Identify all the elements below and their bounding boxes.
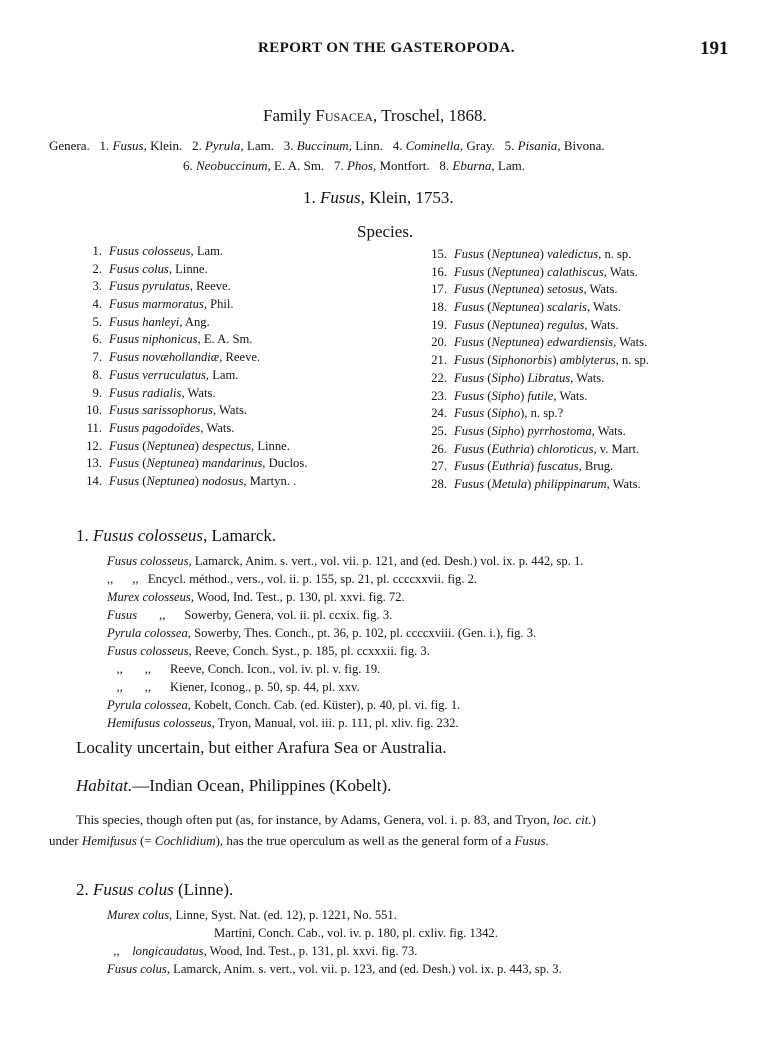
synonym-reference: , Kobelt, Conch. Cab. (ed. Küster), p. 40, pl. vi. fig. 1. — [187, 698, 461, 712]
family-rest: , Troschel, 1868. — [372, 106, 487, 125]
section-heading-fusus-colus: 2. Fusus colus (Linne). — [76, 880, 234, 899]
genera-label: Genera. — [49, 138, 90, 153]
species-authority: , Brug. — [578, 459, 614, 474]
synonym-reference: , Linne, Syst. Nat. (ed. 12), p. 1221, No. 551. — [169, 908, 397, 922]
species-genus: Fusus — [109, 456, 140, 471]
species-row: 13. Fusus (Neptunea) mandarinus, Duclos. — [80, 455, 307, 473]
species-number: 21. — [431, 353, 447, 368]
species-subgenus: Neptunea — [146, 473, 195, 488]
species-row — [80, 243, 307, 261]
species-number: 12. — [86, 438, 102, 453]
genus-item: 1. Fusus, Klein. — [99, 138, 183, 153]
synonym-name: ,, ,, — [107, 680, 152, 694]
species-subgenus: Neptunea — [491, 317, 540, 332]
species-number: 17. — [431, 282, 447, 297]
species-number: 15. — [431, 247, 447, 261]
synonym-reference: , Sowerby, Thes. Conch., pt. 36, p. 102, pl. ccccxviii. (Gen. i.), fig. 3. — [187, 626, 537, 640]
genus-item: 8. Eburna, Lam. — [439, 158, 525, 173]
species-number: 20. — [431, 335, 447, 350]
species-subgenus: Neptunea — [146, 456, 195, 471]
species-authority: , Wats. — [583, 282, 618, 297]
species-row: 12. Fusus (Neptunea) despectus, Linne. — [80, 438, 307, 456]
species-subgenus: Neptunea — [491, 247, 540, 261]
species-genus: Fusus novæhollandiæ — [109, 350, 220, 365]
species-genus: Fusus niphonicus — [109, 332, 198, 347]
species-authority: , Martyn. . — [243, 473, 297, 488]
synonym-name: ,, longicaudatus — [107, 944, 204, 958]
species-number: 5. — [92, 314, 102, 329]
species-number: 7. — [92, 350, 102, 365]
species-number: 10. — [86, 403, 102, 418]
species-genus: Fusus — [454, 282, 485, 297]
synonymy-fusus-colosseus — [107, 552, 583, 732]
family-heading — [263, 106, 487, 126]
species-epithet: philippinarum — [534, 476, 607, 491]
synonymy-row — [107, 588, 583, 606]
synonym-name: Murex colus — [107, 908, 170, 922]
species-epithet: scalaris — [547, 300, 587, 315]
species-epithet: futile — [527, 388, 554, 403]
species-row: 17. Fusus (Neptunea) setosus, Wats. — [425, 281, 649, 299]
species-genus: Fusus — [454, 353, 485, 368]
synonym-name: Murex colosseus — [107, 590, 191, 604]
species-authority: , Wats. — [606, 476, 641, 491]
species-number: 9. — [92, 385, 102, 400]
species-row: 27. Fusus (Euthria) fuscatus, Brug. — [425, 458, 649, 476]
species-row — [80, 314, 307, 332]
synonym-reference: Reeve, Conch. Icon., vol. iv. pl. v. fig. 19. — [151, 662, 381, 676]
species-epithet: mandarinus — [202, 456, 263, 471]
species-epithet: regulus — [547, 317, 585, 332]
genus-item: 7. Phos, Montfort. — [333, 158, 430, 173]
synonym-name: Fusus colosseus — [107, 644, 189, 658]
species-number: 22. — [431, 370, 447, 385]
synonym-name: ,, ,, — [107, 662, 152, 676]
species-genus: Fusus radialis — [109, 385, 182, 400]
synonymy-row — [107, 714, 583, 732]
species-row: 16. Fusus (Neptunea) calathiscus, Wats. — [425, 264, 649, 282]
species-number: 8. — [92, 367, 102, 382]
species-authority: , Wats. — [603, 264, 638, 279]
species-row — [80, 367, 307, 385]
species-row: 25. Fusus (Sipho) pyrrhostoma, Wats. — [425, 423, 649, 441]
species-genus: Fusus — [454, 264, 485, 279]
species-subgenus: Neptunea — [491, 335, 540, 350]
species-row: 21. Fusus (Siphonorbis) amblyterus, n. sp. — [425, 352, 649, 370]
species-number: 4. — [92, 297, 102, 312]
species-heading: Species. — [357, 222, 414, 241]
synonymy-row — [107, 678, 583, 696]
species-list-right — [425, 246, 649, 494]
species-genus: Fusus — [109, 473, 140, 488]
species-genus: Fusus marmoratus — [109, 297, 204, 312]
synonym-name: Fusus colus — [107, 962, 167, 976]
synonymy-row — [107, 960, 562, 978]
species-epithet: calathiscus — [547, 264, 604, 279]
synonym-reference: , Lamarck, Anim. s. vert., vol. vii. p. 123, and (ed. Desh.) vol. ix. p. 443, sp. 3. — [166, 962, 562, 976]
species-number: 18. — [431, 300, 447, 315]
species-epithet: pyrrhostoma — [527, 423, 592, 438]
species-genus: Fusus hanleyi — [109, 314, 180, 329]
species-genus: Fusus — [454, 247, 485, 261]
species-row: 22. Fusus (Sipho) Libratus, Wats. — [425, 370, 649, 388]
synonym-name: ,, ,, — [107, 572, 139, 586]
running-header: REPORT ON THE GASTEROPODA. — [258, 40, 515, 56]
species-row — [80, 278, 307, 296]
species-row: 18. Fusus (Neptunea) scalaris, Wats. — [425, 299, 649, 317]
species-subgenus: Sipho — [491, 370, 521, 385]
family-label: Family — [263, 106, 312, 125]
species-authority: , Reeve. — [219, 350, 261, 365]
synonym-reference: , Tryon, Manual, vol. iii. p. 111, pl. xliv. fig. 232. — [211, 716, 459, 730]
species-genus: Fusus — [109, 438, 140, 453]
species-number: 28. — [431, 476, 447, 491]
species-subgenus: Siphonorbis — [491, 353, 553, 368]
species-list-left — [80, 243, 307, 491]
species-genus: Fusus — [454, 459, 485, 474]
synonymy-fusus-colus — [107, 906, 562, 978]
species-row — [80, 331, 307, 349]
genus-item: 4. Cominella, Gray. — [392, 138, 495, 153]
genus-heading: 1. Fusus, Klein, 1753. — [303, 188, 454, 207]
species-genus: Fusus colus — [109, 261, 169, 276]
species-authority: , Wats. — [200, 420, 235, 435]
species-genus: Fusus pyrulatus — [109, 279, 190, 294]
species-authority: , Lam. — [205, 367, 239, 382]
species-genus: Fusus — [454, 441, 485, 456]
species-number: 13. — [86, 456, 102, 471]
species-subgenus: Sipho — [491, 423, 521, 438]
species-row: 14. Fusus (Neptunea) nodosus, Martyn. . — [80, 473, 307, 491]
synonym-name: Fusus colosseus — [107, 554, 189, 568]
synonym-reference: , Lamarck, Anim. s. vert., vol. vii. p. 121, and (ed. Desh.) vol. ix. p. 442, sp. 1. — [188, 554, 584, 568]
habitat-note: Habitat.—Indian Ocean, Philippines (Kobelt). — [76, 776, 392, 795]
species-authority: , n. sp. — [615, 353, 649, 368]
species-genus: Fusus — [454, 317, 485, 332]
synonymy-row — [107, 642, 583, 660]
species-row: 15. Fusus (Neptunea) valedictus, n. sp. — [425, 246, 649, 264]
species-epithet: amblyterus — [559, 353, 616, 368]
species-subgenus: Euthria — [491, 459, 530, 474]
species-subgenus: Neptunea — [491, 300, 540, 315]
page-number: 191 — [700, 38, 729, 59]
species-authority: , Lam. — [190, 244, 224, 258]
species-number: 1. — [92, 244, 102, 258]
remarks-line-2: under Hemifusus (= Cochlidium), has the true operculum as well as the general form of a Fusus. — [49, 833, 549, 848]
species-authority: , E. A. Sm. — [197, 332, 253, 347]
species-row — [80, 420, 307, 438]
locality-note: Locality uncertain, but either Arafura Sea or Australia. — [76, 738, 447, 757]
family-name: Fusacea — [315, 106, 373, 125]
species-genus: Fusus — [454, 335, 485, 350]
synonym-name: Pyrula colossea — [107, 626, 188, 640]
species-number: 16. — [431, 264, 447, 279]
species-authority: , v. Mart. — [593, 441, 640, 456]
species-subgenus: Neptunea — [491, 282, 540, 297]
species-epithet: chloroticus — [537, 441, 594, 456]
synonymy-row — [107, 606, 583, 624]
synonym-reference: , Wood, Ind. Test., p. 130, pl. xxvi. fig. 72. — [190, 590, 405, 604]
species-number: 6. — [92, 332, 102, 347]
species-genus: Fusus — [454, 388, 485, 403]
species-epithet: edwardiensis — [547, 335, 614, 350]
species-row: 20. Fusus (Neptunea) edwardiensis, Wats. — [425, 334, 649, 352]
species-row: 23. Fusus (Sipho) futile, Wats. — [425, 388, 649, 406]
species-authority: , Linne. — [251, 438, 290, 453]
species-row: 24. Fusus (Sipho), n. sp.? — [425, 405, 649, 423]
species-subgenus: Euthria — [491, 441, 530, 456]
species-genus: Fusus — [454, 476, 485, 491]
species-authority: , Wats. — [586, 300, 622, 315]
synonymy-row — [107, 624, 583, 642]
species-row — [80, 402, 307, 420]
species-genus: Fusus — [454, 370, 485, 385]
species-epithet: setosus — [547, 282, 584, 297]
remarks-line-1: This species, though often put (as, for instance, by Adams, Genera, vol. i. p. 83, and Tryon, loc. cit.) — [76, 812, 596, 827]
species-number: 23. — [431, 388, 447, 403]
species-epithet: fuscatus — [537, 459, 579, 474]
species-epithet: Libratus — [527, 370, 571, 385]
synonym-reference: Kiener, Iconog., p. 50, sp. 44, pl. xxv. — [151, 680, 360, 694]
species-subgenus: Neptunea — [491, 264, 540, 279]
species-number: 24. — [431, 406, 447, 421]
species-number: 27. — [431, 459, 447, 474]
genus-item: 2. Pyrula, Lam. — [191, 138, 274, 153]
species-epithet: nodosus — [202, 473, 244, 488]
species-authority: , Ang. — [179, 314, 210, 329]
species-authority: , n. sp.? — [524, 406, 564, 421]
species-row — [80, 385, 307, 403]
species-authority: , Phil. — [203, 297, 234, 312]
synonym-reference: Martini, Conch. Cab., vol. iv. p. 180, pl. cxliv. fig. 1342. — [107, 926, 498, 940]
species-number: 2. — [92, 261, 102, 276]
species-authority: , Wats. — [181, 385, 216, 400]
species-subgenus: Sipho — [491, 388, 521, 403]
synonymy-row — [107, 906, 562, 924]
species-number: 19. — [431, 317, 447, 332]
synonymy-row — [107, 696, 583, 714]
genus-item: 3. Buccinum, Linn. — [283, 138, 383, 153]
species-authority: , Duclos. — [262, 456, 308, 471]
species-row — [80, 296, 307, 314]
synonym-reference: , Wood, Ind. Test., p. 131, pl. xxvi. fig. 73. — [203, 944, 418, 958]
species-row — [80, 349, 307, 367]
synonymy-row — [107, 942, 562, 960]
species-subgenus: Metula — [491, 476, 528, 491]
species-authority: , Wats. — [591, 423, 626, 438]
section-heading-fusus-colosseus: 1. Fusus colosseus, Lamarck. — [76, 526, 277, 545]
species-genus: Fusus — [454, 300, 485, 315]
species-authority: , Wats. — [584, 317, 619, 332]
synonymy-row — [107, 570, 583, 588]
species-number: 11. — [86, 420, 102, 435]
genus-item: 5. Pisania, Bivona. — [504, 138, 605, 153]
species-genus: Fusus sarissophorus — [109, 403, 213, 418]
species-number: 25. — [431, 423, 447, 438]
species-authority: , Reeve. — [189, 279, 231, 294]
species-subgenus: Sipho — [491, 406, 521, 421]
species-genus: Fusus pagodoïdes — [109, 420, 201, 435]
species-row: 19. Fusus (Neptunea) regulus, Wats. — [425, 317, 649, 335]
species-number: 3. — [92, 279, 102, 294]
genera-line-1 — [49, 138, 605, 154]
synonym-reference: ,, Sowerby, Genera, vol. ii. pl. ccxix. fig. 3. — [137, 608, 393, 622]
species-epithet: despectus — [202, 438, 252, 453]
species-genus: Fusus colosseus — [109, 244, 191, 258]
synonym-name: Fusus — [107, 608, 138, 622]
species-number: 26. — [431, 441, 447, 456]
species-genus: Fusus verruculatus — [109, 367, 206, 382]
species-authority: , Wats. — [613, 335, 648, 350]
species-authority: , Linne. — [168, 261, 208, 276]
synonym-reference: , Reeve, Conch. Syst., p. 185, pl. ccxxxii. fig. 3. — [188, 644, 430, 658]
species-number: 14. — [86, 473, 102, 488]
synonym-name: Hemifusus colosseus — [107, 716, 212, 730]
genera-line-2 — [183, 158, 525, 174]
synonymy-row — [107, 924, 562, 942]
synonym-name: Pyrula colossea — [107, 698, 188, 712]
species-row — [80, 261, 307, 279]
genus-item: 6. Neobuccinum, E. A. Sm. — [183, 158, 325, 173]
species-genus: Fusus — [454, 423, 485, 438]
species-subgenus: Neptunea — [146, 438, 195, 453]
species-row: 26. Fusus (Euthria) chloroticus, v. Mart. — [425, 441, 649, 459]
species-epithet: valedictus — [547, 247, 599, 261]
species-genus: Fusus — [454, 406, 485, 421]
synonymy-row — [107, 660, 583, 678]
species-authority: , n. sp. — [598, 247, 632, 261]
species-authority: , Wats. — [553, 388, 588, 403]
synonym-reference: Encycl. méthod., vers., vol. ii. p. 155, sp. 21, pl. ccccxxvii. fig. 2. — [138, 572, 478, 586]
species-authority: , Wats. — [570, 370, 605, 385]
species-authority: , Wats. — [212, 403, 248, 418]
synonymy-row — [107, 552, 583, 570]
species-row: 28. Fusus (Metula) philippinarum, Wats. — [425, 476, 649, 494]
